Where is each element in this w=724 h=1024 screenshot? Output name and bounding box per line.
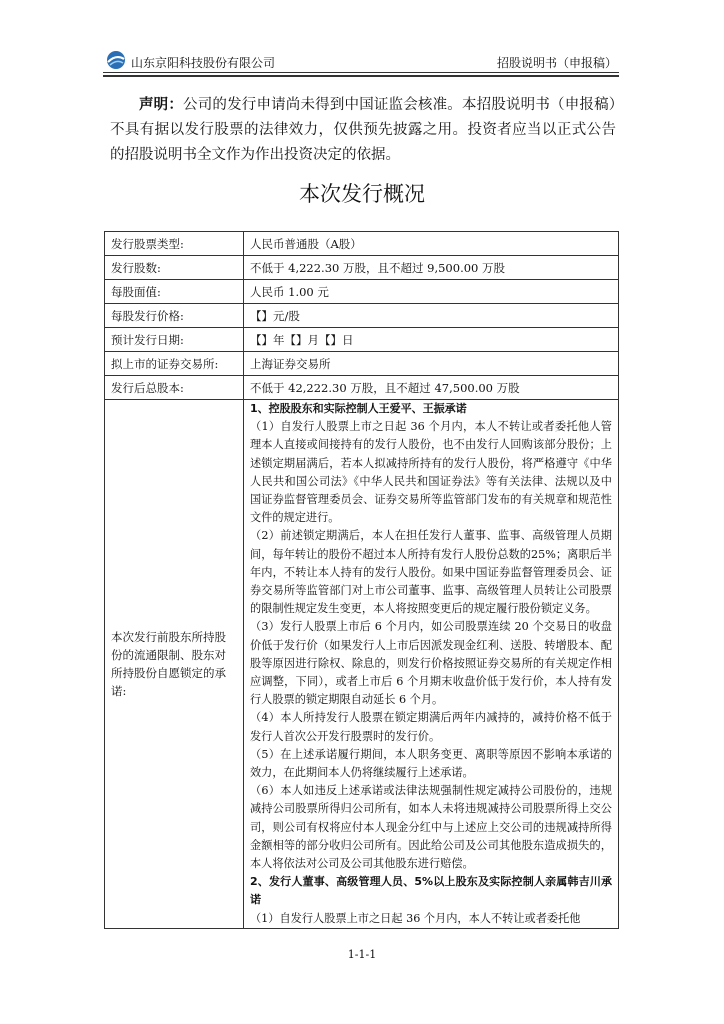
page-title: 本次发行概况 — [299, 182, 425, 206]
commitment-paragraph: （3）发行人股票上市后 6 个月内，如公司股票连续 20 个交易日的收盘价低于发行价（如果发行人上市后因派发现金红利、送股、转增股本、配股等原因进行除权、除息的，则发行价格按照证券交易所的有关规定作相应调整，下同），或者上市后 6 个月期末收盘价低于发行价，本人持有发行人股票的锁定期限自动延长 6 个月。 — [249, 620, 612, 707]
section-heading: 1、控股股东和实际控制人王爱平、王振承诺 — [249, 402, 467, 415]
page-number: 1-1-1 — [347, 948, 377, 961]
table-row — [105, 376, 619, 400]
commitment-paragraph: （4）本人所持发行人股票在锁定期满后两年内减持的，减持价格不低于发行人首次公开发行股票时的发行价。 — [249, 711, 612, 743]
table-row — [105, 232, 619, 256]
table-row — [105, 328, 619, 352]
row-label: 每股发行价格: — [105, 304, 244, 328]
row-value: 人民币 1.00 元 — [243, 280, 618, 304]
table-row — [105, 256, 619, 280]
table-row — [105, 352, 619, 376]
row-label: 拟上市的证券交易所: — [105, 352, 244, 376]
row-label: 每股面值: — [105, 280, 244, 304]
header-divider — [103, 72, 619, 73]
page-header — [103, 50, 619, 72]
row-value: 人民币普通股（A股） — [243, 232, 618, 256]
row-value: 【】元/股 — [243, 304, 618, 328]
lockup-row — [105, 400, 619, 929]
row-label: 发行股数: — [105, 256, 244, 280]
company-logo-icon — [106, 50, 126, 70]
row-value: 上海证券交易所 — [243, 352, 618, 376]
document-title: 招股说明书（申报稿） — [496, 56, 617, 70]
section-heading: 2、发行人董事、高级管理人员、5%以上股东及实际控制人亲属韩吉川承诺 — [249, 875, 612, 907]
table-row — [105, 304, 619, 328]
commitment-paragraph: （5）在上述承诺履行期间，本人职务变更、离职等原因不影响本承诺的效力，在此期间本人仍将继续履行上述承诺。 — [249, 747, 612, 780]
notice-label: 声明： — [139, 96, 184, 113]
row-value: 【】年【】月【】日 — [243, 328, 618, 352]
disclaimer-notice — [110, 92, 616, 168]
row-value: 不低于 42,222.30 万股，且不超过 47,500.00 万股 — [243, 376, 618, 400]
commitment-paragraph: （2）前述锁定期满后，本人在担任发行人董事、监事、高级管理人员期间，每年转让的股份不超过本人所持有发行人股份总数的25%；离职后半年内，不转让本人持有的发行人股份。如果中国证券监督管理委员会、证券交易所等监管部门对上市公司董事、监事、高级管理人员转让公司股票的限制性规定发生变更，本人将按照变更后的规定履行股份锁定义务。 — [249, 529, 612, 616]
commitment-paragraph: （6）本人如违反上述承诺或法律法规强制性规定减持公司股份的，违规减持公司股票所得归公司所有，如本人未将违规减持公司股票所得上交公司，则公司有权将应付本人现金分红中与上述应上交公司的违规减持所得金额相等的部分收归公司所有。因此给公司及公司其他股东造成损失的，本人将依法对公司及公司其他股东进行赔偿。 — [249, 784, 612, 871]
row-label: 发行后总股本: — [105, 376, 244, 400]
row-label: 发行股票类型: — [105, 232, 244, 256]
table-row — [105, 280, 619, 304]
header-divider-thick — [103, 75, 619, 77]
offering-summary-table — [104, 231, 619, 929]
company-name: 山东京阳科技股份有限公司 — [131, 56, 276, 70]
notice-text: 公司的发行申请尚未得到中国证监会核准。本招股说明书（申报稿）不具有据以发行股票的法律效力，仅供预先披露之用。投资者应当以正式公告的招股说明书全文作为作出投资决定的依据。 — [110, 97, 617, 163]
lockup-commitments — [243, 400, 618, 929]
row-label: 预计发行日期: — [105, 328, 244, 352]
commitment-paragraph: （1）自发行人股票上市之日起 36 个月内，本人不转让或者委托他 — [249, 911, 581, 925]
row-value: 不低于 4,222.30 万股，且不超过 9,500.00 万股 — [243, 256, 618, 280]
lockup-label: 本次发行前股东所持股份的流通限制、股东对所持股份自愿锁定的承诺: — [105, 400, 244, 929]
commitment-paragraph: （1）自发行人股票上市之日起 36 个月内，本人不转让或者委托他人管理本人直接或间接持有的发行人股份，也不由发行人回购该部分股份；上述锁定期届满后，若本人拟减持所持有的发行人股份，将严格遵守《中华人民共和国公司法》《中华人民共和国证券法》等有关法律、法规以及中国证券监督管理委员会、证券交易所等监管部门发布的有关规章和规范性文件的规定进行。 — [249, 420, 612, 525]
